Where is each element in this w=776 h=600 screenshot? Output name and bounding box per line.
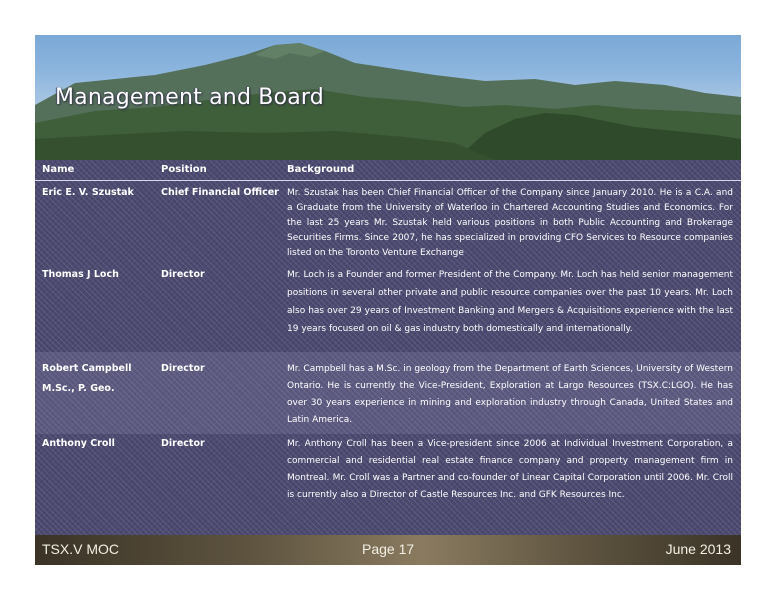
slide [35, 35, 741, 565]
row-name: Eric E. V. Szustak [42, 187, 134, 198]
row-name: Thomas J Loch [42, 269, 119, 280]
row-background: Mr. Campbell has a M.Sc. in geology from the Department of Earth Sciences, University of Western Ontario. He is currently the Vice-President, Exploration at Largo Resources (TSX.C:LGO). He has over 30 years experience in mining and exploration industry through Canada, United States and Latin America. [287, 364, 733, 425]
row-background: Mr. Szustak has been Chief Financial Officer of the Company since January 2010. He is a C.A. and a Graduate from the University of Waterloo in Chartered Accounting Studies and Economics. For the last 25 years Mr. Szustak held various positions in both Public Accounting and Brokerage Securities Firms. Since 2007, he has specialized in providing CFO Services to Resource companies listed on the Toronto Venture Exchange [287, 188, 733, 258]
row-name-credentials: M.Sc., P. Geo. [42, 383, 115, 394]
mountain-banner [35, 35, 741, 160]
management-table [35, 160, 741, 535]
row-position: Director [161, 363, 205, 374]
row-position: Chief Financial Officer [161, 187, 279, 198]
page-title: Management and Board [55, 85, 324, 110]
header-divider [35, 180, 741, 181]
header-background: Background [287, 164, 355, 175]
footer-date: June 2013 [665, 541, 731, 557]
footer-ticker: TSX.V MOC [42, 541, 120, 557]
row-position: Director [161, 438, 205, 449]
footer-page-number: Page 17 [362, 541, 415, 557]
row-position: Director [161, 269, 205, 280]
row-background: Mr. Anthony Croll has been a Vice-president since 2006 at Individual Investment Corporation, a commercial and residential real estate finance company and property management firm in Montreal. Mr. Croll was a Partner and co-founder of Linear Capital Corporation until 2006. Mr. Croll is currently also a Director of Castle Resources Inc. and GFK Resources Inc. [287, 439, 733, 500]
row-background: Mr. Loch is a Founder and former President of the Company. Mr. Loch has held senior management positions in several other private and public resource companies over the past 10 years. Mr. Loch also has over 29 years of Investment Banking and Mergers & Acquisitions experience with the last 19 years focused on oil & gas industry both domestically and internationally. [287, 270, 733, 334]
header-position: Position [161, 164, 207, 175]
row-name: Anthony Croll [42, 438, 115, 449]
header-name: Name [42, 164, 75, 175]
row-name: Robert Campbell [42, 363, 132, 374]
footer-bar [35, 535, 741, 565]
